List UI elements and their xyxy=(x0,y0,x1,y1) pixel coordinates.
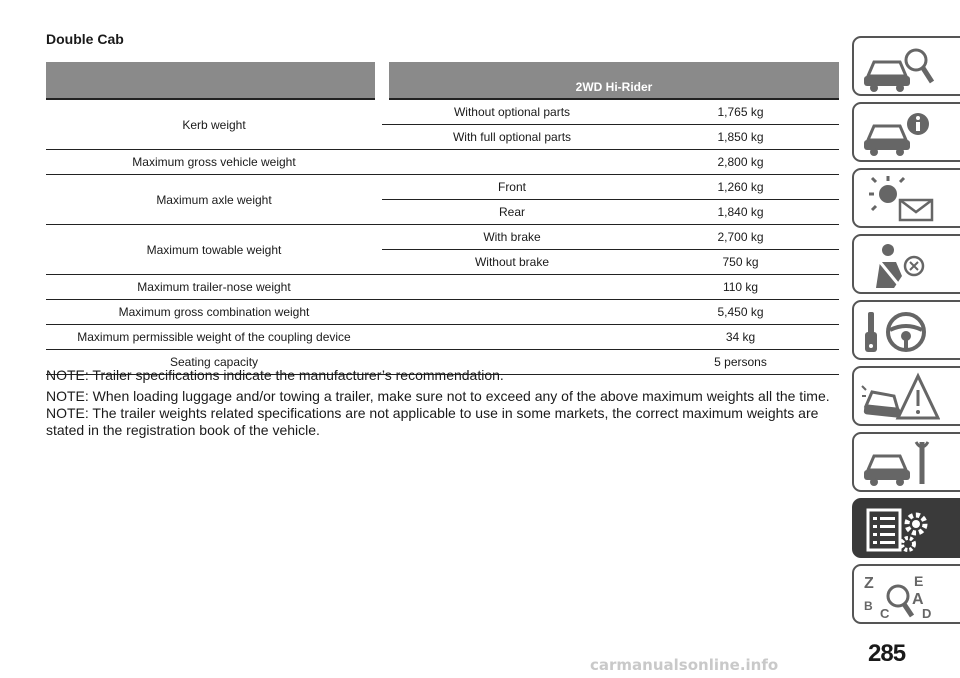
row-value: 1,850 kg xyxy=(642,125,839,150)
car-info-icon xyxy=(860,108,940,160)
row-value: 2,700 kg xyxy=(642,225,839,250)
car-maintenance-icon xyxy=(860,438,940,490)
seatbelt-airbag-icon xyxy=(860,240,940,292)
specifications-table xyxy=(46,62,839,375)
row-sub-label xyxy=(382,300,642,325)
row-sub-label xyxy=(382,325,642,350)
tab-warning-lights-messages[interactable] xyxy=(852,168,960,228)
tab-car-search[interactable] xyxy=(852,36,960,96)
note-trailer-weights-markets: NOTE: The trailer weights related specifications are not applicable to use in some markets, the correct maximum weights are stated in the registration book of the vehicle. xyxy=(46,405,819,438)
row-value: 1,840 kg xyxy=(642,200,839,225)
row-label: Maximum axle weight xyxy=(46,175,382,225)
table-row xyxy=(46,275,839,300)
row-label: Maximum trailer-nose weight xyxy=(46,275,382,300)
tab-index[interactable] xyxy=(852,564,960,624)
row-sub-label: With full optional parts xyxy=(382,125,642,150)
tab-safety[interactable] xyxy=(852,234,960,294)
page-number: 285 xyxy=(868,640,906,667)
row-sub-label: Without optional parts xyxy=(382,99,642,125)
row-label: Maximum gross vehicle weight xyxy=(46,150,382,175)
row-sub-label: Rear xyxy=(382,200,642,225)
table-header-row xyxy=(46,62,839,99)
row-sub-label xyxy=(382,275,642,300)
tab-servicing-care[interactable] xyxy=(852,432,960,492)
svg-text:Z: Z xyxy=(864,575,874,592)
tab-car-info[interactable] xyxy=(852,102,960,162)
row-label: Maximum gross combination weight xyxy=(46,300,382,325)
section-title: Double Cab xyxy=(46,31,124,47)
tab-technical-specifications[interactable] xyxy=(852,498,960,558)
table-header-model: 2WD Hi-Rider xyxy=(382,62,839,99)
note-trailer-specifications: NOTE: Trailer specifications indicate the manufacturer’s recommendation. xyxy=(46,367,504,383)
row-sub-label xyxy=(382,150,642,175)
row-value: 5,450 kg xyxy=(642,300,839,325)
row-value: 1,765 kg xyxy=(642,99,839,125)
table-header-blank xyxy=(46,62,382,99)
note-loading-luggage: NOTE: When loading luggage and/or towing a trailer, make sure not to exceed any of the above maximum weights all the time. xyxy=(46,388,830,404)
warning-light-message-icon xyxy=(860,174,940,226)
key-steering-wheel-icon xyxy=(860,306,940,358)
table-row xyxy=(46,300,839,325)
row-value: 1,260 kg xyxy=(642,175,839,200)
watermark: carmanualsonline.info xyxy=(590,656,779,674)
row-value: 110 kg xyxy=(642,275,839,300)
row-sub-label: Front xyxy=(382,175,642,200)
car-crash-warning-icon xyxy=(860,372,940,424)
tab-starting-driving[interactable] xyxy=(852,300,960,360)
svg-text:C: C xyxy=(880,606,890,621)
row-sub-label: With brake xyxy=(382,225,642,250)
car-search-icon xyxy=(860,42,940,94)
table-row xyxy=(46,99,839,125)
row-label: Seating capacity xyxy=(46,350,382,375)
alphabetical-index-icon xyxy=(860,570,940,622)
table-row xyxy=(46,150,839,175)
row-value: 2,800 kg xyxy=(642,150,839,175)
row-sub-label: Without brake xyxy=(382,250,642,275)
row-label: Maximum towable weight xyxy=(46,225,382,275)
row-value: 5 persons xyxy=(642,350,839,375)
svg-text:B: B xyxy=(864,599,873,613)
row-label: Kerb weight xyxy=(46,99,382,150)
table-row xyxy=(46,225,839,250)
svg-text:D: D xyxy=(922,606,932,621)
svg-text:A: A xyxy=(912,591,924,608)
technical-specs-icon xyxy=(860,504,940,556)
row-value: 750 kg xyxy=(642,250,839,275)
row-label: Maximum permissible weight of the coupling device xyxy=(46,325,382,350)
svg-text:E: E xyxy=(914,573,924,589)
tab-in-an-emergency[interactable] xyxy=(852,366,960,426)
table-row xyxy=(46,325,839,350)
table-row xyxy=(46,175,839,200)
row-value: 34 kg xyxy=(642,325,839,350)
